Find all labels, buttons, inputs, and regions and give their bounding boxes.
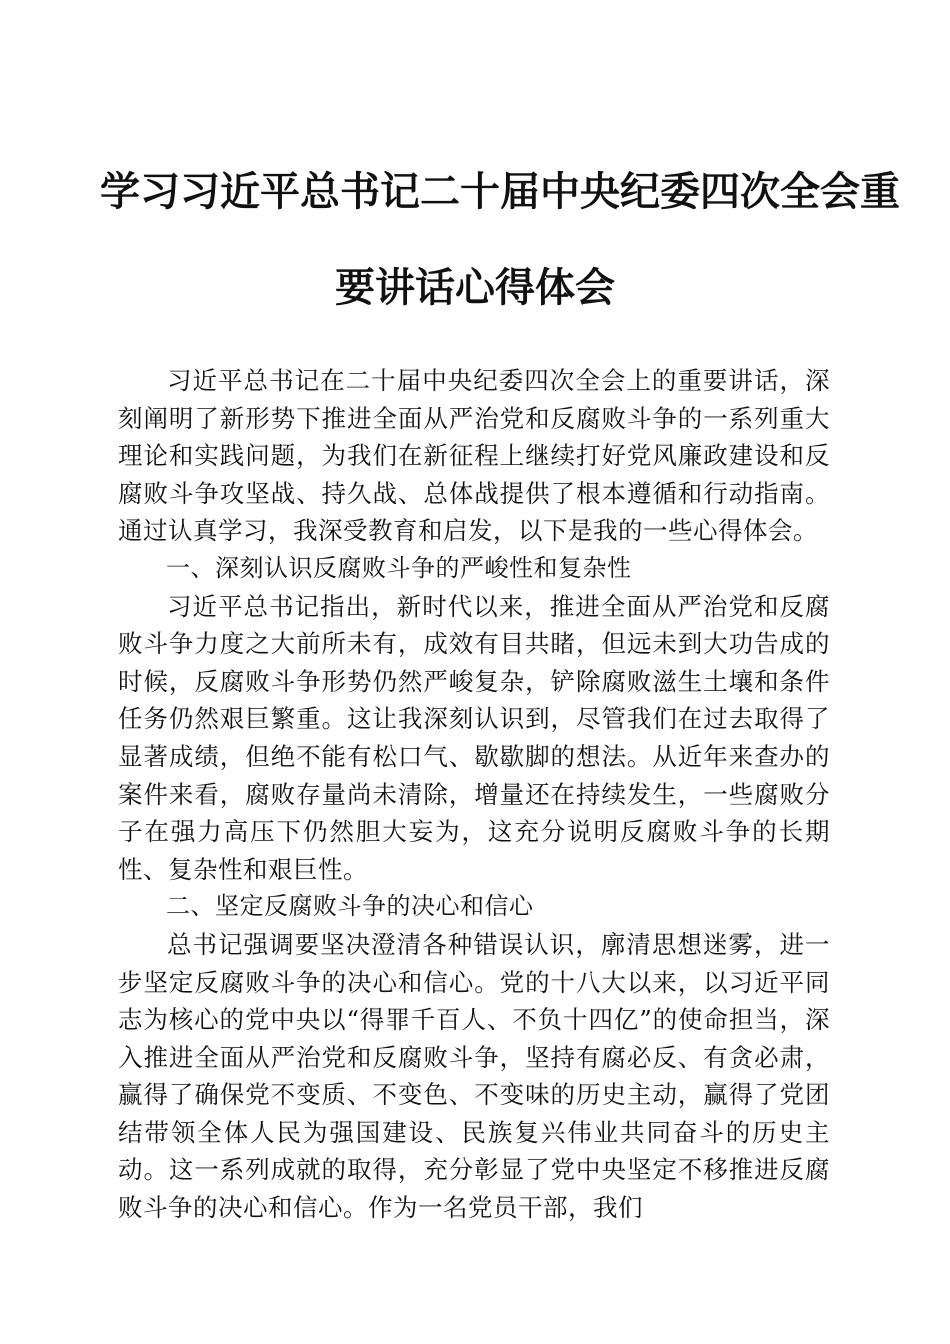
section-2-heading: 二、坚定反腐败斗争的决心和信心 xyxy=(166,892,534,921)
section-1-paragraph: 习近平总书记指出，新时代以来，推进全面从严治党和反腐败斗争力度之大前所未有，成效有目共睹，但远未到大功告成的时候，反腐败斗争形势仍然严峻复杂，铲除腐败滋生土壤和条件任务仍然艰巨繁重。这让我深刻认识到，尽管我们在过去取得了显著成绩，但绝不能有松口气、歇歇脚的想法。从近年来查办的案件来看，腐败存量尚未清除，增量还在持续发生，一些腐败分子在强力高压下仍然胆大妄为，这充分说明反腐败斗争的长期性、复杂性和艰巨性。 xyxy=(118,591,830,884)
intro-paragraph: 习近平总书记在二十届中央纪委四次全会上的重要讲话，深刻阐明了新形势下推进全面从严治党和反腐败斗争的一系列重大理论和实践问题，为我们在新征程上继续打好党风廉政建设和反腐败斗争攻坚战、持久战、总体战提供了根本遵循和行动指南。通过认真学习，我深受教育和启发，以下是我的一些心得体会。 xyxy=(118,366,830,546)
document-title-line-1: 学习习近平总书记二十届中央纪委四次全会重 xyxy=(100,168,900,215)
section-2-paragraph: 总书记强调要坚决澄清各种错误认识，廓清思想迷雾，进一步坚定反腐败斗争的决心和信心。党的十八大以来，以习近平同志为核心的党中央以“得罪千百人、不负十四亿”的使命担当，深入推进全面从严治党和反腐败斗争，坚持有腐必反、有贪必肃，赢得了确保党不变质、不变色、不变味的历史主动，赢得了党团结带领全体人民为强国建设、民族复兴伟业共同奋斗的历史主动。这一系列成就的取得，充分彰显了党中央坚定不移推进反腐败斗争的决心和信心。作为一名党员干部，我们 xyxy=(118,929,830,1223)
document-body xyxy=(118,362,830,1227)
section-1-heading: 一、深刻认识反腐败斗争的严峻性和复杂性 xyxy=(166,553,632,582)
document-title-line-2: 要讲话心得体会 xyxy=(335,264,615,311)
